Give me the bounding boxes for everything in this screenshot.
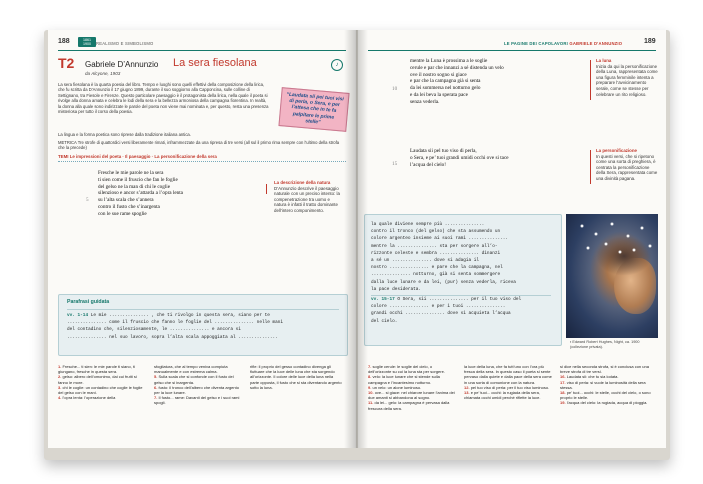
side-rule-2 [590,150,591,184]
note-connector [266,184,267,194]
quote-callout: “Laudata sii pei tuoi visi di perla, o Sera, e per l’attesa che in te fa palpitare le prime stelle” [278,87,349,132]
note-item: 18. pe’ tuoi... occhi: le stelle, occhi del cielo, o sono proprio le stelle. [560,390,651,401]
note-item: 7. soglie cerule: le soglie del cielo, o dell’orizzonte su cui la luna sta per sorgere. [368,364,445,375]
intro-language: La lingua e la forma poetica sono riprese dalla tradizione italiana antica. [58,132,191,137]
note-item: 2. gelso: albero dell’omonimo, dai cui frutti si fanno le more. [58,374,137,385]
header-prefix: LE PAGINE DEI CAPOLAVORI [504,41,568,46]
notes-column-1 [58,364,146,400]
parafrasi-rule [67,309,339,310]
text-tag: T2 [58,55,75,71]
parafrasi-box-right [364,214,562,346]
note-item: 11. da lei... gelo: la campagna è pervasa dalla frescura della sera. [368,400,450,411]
star-icon [632,248,636,252]
poem-line: silenzioso e ancor s’attarda a l’opra lenta [98,190,183,197]
note-item: si dice nella seconda strofa, si è conclusa con una breve strofa di tre versi. [560,364,649,375]
open-book [44,30,670,460]
parafrasi-line[interactable]: del cielo. [371,318,398,324]
poem-line: su l’alta scala che s’annera [98,197,154,204]
period-badge [78,37,96,47]
note-item: 8. velo: la luce lunare che si stende sulla campagna e l’incantesimo notturno. [368,374,440,385]
line-number: 15 [392,161,398,167]
right-header [504,41,622,46]
refrain-line: Laudata sii pel tuo viso di perla, [410,148,477,154]
temi-rule [58,161,346,162]
note-item: 3. chi le coglie: un contadino che coglie le foglie del gelso con le mani. [58,384,143,396]
refrain [410,148,585,168]
header-author: GABRIELE D’ANNUNZIO [569,41,623,46]
parafrasi-text [67,312,343,341]
star-icon [618,250,622,254]
side-note-title: La personificazione [596,148,637,153]
refrain-line: o Sera, e pe’ tuoi grandi umidi occhi ove si tace [410,154,509,161]
notes-column-2 [154,364,242,406]
poem-line: ti sien come il fruscio che fan le foglie [98,176,178,183]
parafrasi-title: Parafrasi guidata [67,299,110,305]
poem-line: senza vederla. [410,98,440,105]
side-note-title: La luna [596,58,612,63]
star-icon [648,244,652,248]
section-header: REALISMO E SIMBOLISMO [96,41,154,46]
star-icon [594,232,598,236]
poem-line: Fresche le mie parole ne la sera [98,170,164,176]
side-note-luna [596,58,658,97]
parafrasi-line[interactable]: O Sera, sii ............... per il tuo viso del [397,297,522,303]
star-icon [586,246,590,250]
caption-text: Edward Robert Hughes, Night, ca. 1900 (collezione privata). [570,340,640,349]
poem-title: La sera fiesolana [173,57,257,69]
star-icon [580,224,584,228]
note-item: 16. Laudata sii: che tu sia lodata. [560,374,619,380]
note-item: 1. Fresche... ti sien: le mie parole ti siano, ti giungano, fresche in questa sera. [58,364,135,375]
parafrasi-line[interactable]: a sé un ............... dove si adagia il [371,258,480,264]
note-item: 10. ove... si giace: nel chiarore lunare l’anima dei due amanti si abbandona al sogno. [368,390,455,401]
notes-column-2-right [464,364,552,400]
note-item: 6. fusto: il tronco dell’albero che diventa argento per la luce lunare. [154,384,239,396]
note-item: la luce della luna, che fa tutt’uno con l’ora più fresca della sera. In questo caso il poeta si sente pervaso dalla quiete e dalla pace della sera come in una sorta di comunione con la natura. [464,364,552,385]
parafrasi-line[interactable]: Le mie ............... , che ti rivolgo in questa sera, siano per te [90,313,270,318]
note-item: 9. un velo: un alone luminoso. [368,384,422,390]
poem-line: contro il fusto che s’inargenta [98,203,160,210]
side-note-text: D’Annunzio descrive il paesaggio naturale con un preciso intento: la compenetrazione tra uomo e natura è infatti il tratto dominante dell’intero componimento. [274,185,340,213]
parafrasi-text-right [371,221,557,325]
parafrasi-label: vv. 1-14 [67,313,89,318]
poem-line: del gelso ne la man di chi le coglie [98,183,171,190]
side-note-personificazione [596,148,658,182]
left-page [48,30,356,448]
painting-caption: ▪ Edward Robert Hughes, Night, ca. 1900 (collezione privata). [570,340,640,349]
note-item: 13. e pe’ tuoi... occhi: la rugiada della sera, chiamata occhi umidi perché riflette la luce. [464,390,541,401]
side-note [274,180,340,214]
parafrasi-line[interactable]: ............... come il fruscio che fanno le foglie del ............... nelle mani [67,320,284,326]
parafrasi-line[interactable]: grandi occhi ............... dove si acquieta l’acqua [371,311,511,317]
metrica-text: METRICA Tre strofe di quattordici versi liberamente rimati, inframmezzate da una ripresa di tre versi (all sul il primo rima sempre con l’ultimo della strofa che la precede) [58,140,340,151]
temi-line: TEMI Le impressioni del poeta · Il paesaggio · La personificazione della sera [58,154,217,159]
note-item: sfogliatura, che al tempo veniva compiuta manualmente e con estrema calma. [154,364,228,375]
parafrasi-line[interactable]: nostro ............... e pare che la campagna, nel [371,265,503,271]
parafrasi-line[interactable]: ............... nel suo lavoro, sopra l’alta scala appoggiata al ............... [67,334,278,340]
poem-line: cerule e par che innanzi a sé distenda un velo [410,64,504,71]
note-item: 19. l’acqua del cielo: la rugiada, acqua di pioggia. [560,400,648,406]
star-icon [640,226,644,230]
refrain-line: l’acqua del cielo! [410,161,447,168]
poem-line: con le sue rame spoglie [98,210,147,217]
notes-column-1-right [368,364,456,411]
note-item: 12. pel tuo viso di perla: per il tuo viso luminoso. [464,384,550,390]
note-item: 4. l’opra lenta: l’operazione della [58,395,116,401]
parafrasi-line[interactable]: dalla luce lunare e da lei, (pur) senza vederla, riceva [371,279,516,285]
note-item: 7. Il fusto... rame: Davanti del gelso e i suoi rami spogli. [154,395,240,406]
parafrasi-line[interactable]: colore argenteo insieme ai suoi rami ............... [371,236,509,242]
side-note-title: La descrizione della natura [274,180,331,185]
poem-line: da lei sommersa nel notturno gelo [410,85,481,92]
note-item: rifle: il proprio del gesso contadino divenga gli fluttuare che la luce delle luna che sta sorgendo all’orizzonte. Il colore delle luce della luna nella parte opposta, il fusto che si sta diventando argento sotto la luna. [250,364,342,390]
page-number-right: 189 [644,38,656,45]
header-rule-right [368,50,656,51]
side-note-text: Inizia da qui la personificazione della Luna, rappresentata come una figura femminile intenta a preparare l’avvicinamento serale, come se stesse per celebrare un rito religioso. [596,63,658,97]
parafrasi-line[interactable]: colore ............... e per i tuoi ............... [371,304,506,310]
author-name: Gabriele D’Annunzio [85,60,159,69]
parafrasi-label: vv. 15-17 [371,297,395,303]
poem-line: ove il nostro sogno si giace [410,71,467,78]
note-item: 5. Sulla scala che si confonde con il fusto del gelso che si inargenta. [154,374,234,385]
side-note-text: In questi versi, che si ripetono come una sorta di preghiera, è centrata la personificazione della Sera, rappresentata come una divinità pagana. [596,153,658,181]
parafrasi-line[interactable]: contro il tronco (del gelso) che sta assumendo un [371,229,501,235]
star-icon [604,242,608,246]
poem-source: da Alcyone, 1903 [85,71,121,76]
badge-end-year: 1900 [83,42,91,46]
notes-column-3 [250,364,342,390]
line-number: 10 [392,86,398,92]
notes-column-3-right [560,364,656,406]
intro-text: La sera fiesolana è la quarta poesia del libro. Tempo e luoghi sono quelli effettivi della composizione della lirica, che fu scritta da D’Annunzio il 17 giugno 1899, durante il suo soggiorno alla Capponcina, sulle colline di Settignano, tra Fiesole e Firenze. Questo particolare paesaggio è il protagonista della lirica, nella quale il poeta si rivolge alla donna amata e celebra le lodi della sera e la bellezza armoniosa della campagna fiorentina. In realtà, la donna alla quale sono indirizzate le parole del poeta non viene mai nominata e, per questo, resta una presenza misteriosa per tutto il corso della poesia. [58,82,269,115]
audio-icon[interactable]: ♪ [331,59,343,71]
star-icon [610,222,614,226]
parafrasi-line[interactable]: rizzonte celeste e sembra ............... dinanzi [371,250,501,256]
parafrasi-line[interactable]: ............... notturno, già si senta sommergere [371,272,501,278]
right-page [358,30,666,448]
badge-start-year: 1861 [83,38,91,42]
parafrasi-line[interactable]: mentre la ............... sta per sorgere all’o- [371,243,498,249]
parafrasi-line[interactable]: la pace desiderata. [371,286,422,292]
night-painting [566,214,658,338]
header-rule [58,50,346,51]
parafrasi-box [58,294,348,356]
poem-stanza-left [98,170,268,218]
star-icon [626,234,630,238]
poem-line: e par che la campagna già si senta [410,78,481,85]
parafrasi-line[interactable]: la quale diviene sempre più ............... [371,222,485,227]
parafrasi-line[interactable]: del contadino che, silenziosamente, le ............... e ancora si [67,327,241,333]
poem-line: mentre la Luna è prossima a le soglie [410,58,488,64]
poem-stanza-right [410,58,580,106]
side-rule-1 [590,60,591,100]
note-item: 17. viso di perla: si vuole la luminosità della sera stessa. [560,379,646,390]
poem-line: e da lei beva la sperata pace [410,91,468,98]
line-number: 5 [86,197,89,203]
page-number-left: 188 [58,38,70,45]
